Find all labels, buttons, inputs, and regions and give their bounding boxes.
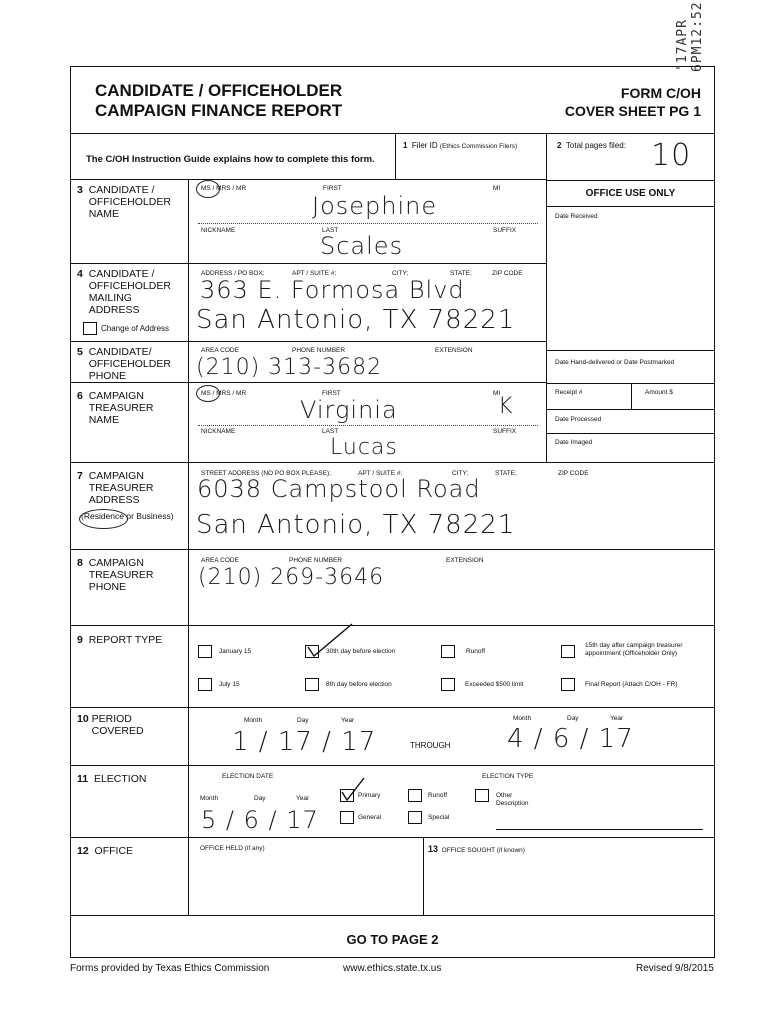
january15-checkbox[interactable] bbox=[198, 645, 212, 658]
period-to-value[interactable]: 4 / 6 / 17 bbox=[507, 724, 634, 754]
date-processed-label: Date Processed bbox=[555, 416, 602, 423]
salutation-circle bbox=[196, 180, 220, 198]
other-label: Other bbox=[496, 792, 513, 799]
to-year-label: Year bbox=[610, 715, 624, 722]
amount-label: Amount $ bbox=[645, 389, 673, 396]
election-day-label: Day bbox=[254, 795, 266, 802]
last-name-label: LAST bbox=[322, 227, 339, 234]
description-label: Description bbox=[496, 800, 529, 807]
treasurer-area-code-label: AREA CODE bbox=[201, 557, 239, 564]
treasurer-state-label: STATE; bbox=[495, 470, 517, 477]
section6-label: 6 CAMPAIGN TREASURER NAME bbox=[77, 390, 154, 426]
section9-label: 9 REPORT TYPE bbox=[77, 634, 163, 646]
treasurer-first-name[interactable]: Virginia bbox=[300, 396, 398, 424]
footer-center[interactable]: www.ethics.state.tx.us bbox=[343, 963, 442, 974]
treasurer-extension-label: EXTENSION bbox=[446, 557, 484, 564]
special-checkbox[interactable] bbox=[408, 811, 422, 824]
form-id: FORM C/OH COVER SHEET PG 1 bbox=[564, 85, 701, 119]
treasurer-suffix-label: SUFFIX bbox=[493, 428, 517, 435]
treasurer-address-line2[interactable]: San Antonio, TX 78221 bbox=[196, 510, 516, 540]
election-runoff-label: Runoff bbox=[428, 792, 448, 799]
election-date-label: ELECTION DATE bbox=[222, 773, 274, 780]
exceeded-checkbox[interactable] bbox=[441, 678, 455, 691]
exceeded-label: Exceeded $500 limit bbox=[465, 681, 524, 688]
treasurer-nickname-label: NICKNAME bbox=[201, 428, 236, 435]
date-received-label: Date Received bbox=[555, 213, 598, 220]
street-label: STREET ADDRESS (NO PO BOX PLEASE); bbox=[201, 470, 331, 477]
receipt-label: Receipt # bbox=[555, 389, 583, 396]
election-month-label: Month bbox=[200, 795, 219, 802]
instructions-text: The C/OH Instruction Guide explains how to complete this form. bbox=[86, 154, 375, 165]
footer-left: Forms provided by Texas Ethics Commission bbox=[70, 963, 270, 974]
to-month-label: Month bbox=[513, 715, 532, 722]
suffix-label: SUFFIX bbox=[493, 227, 517, 234]
candidate-address-line1[interactable]: 363 E. Formosa Blvd bbox=[200, 276, 465, 304]
treasurer-salutation-circle bbox=[196, 385, 220, 402]
section8-label: 8 CAMPAIGN TREASURER PHONE bbox=[77, 557, 154, 593]
from-day-label: Day bbox=[297, 717, 309, 724]
first-name-label: FIRST bbox=[323, 185, 342, 192]
treasurer-address-line1[interactable]: 6038 Campstool Road bbox=[197, 475, 481, 503]
january15-label: January 15 bbox=[219, 648, 252, 655]
section10-label: 10 PERIOD COVERED bbox=[77, 713, 144, 737]
day8-checkbox[interactable] bbox=[305, 678, 319, 691]
treasurer-phone[interactable]: (210) 269-3646 bbox=[198, 565, 385, 590]
change-of-address-label: Change of Address bbox=[101, 324, 170, 333]
treasurer-first-label: FIRST bbox=[322, 390, 341, 397]
section3-label: 3 CANDIDATE / OFFICEHOLDER NAME bbox=[77, 184, 171, 220]
nickname-label: NICKNAME bbox=[201, 227, 236, 234]
treasurer-last-label: LAST bbox=[322, 428, 339, 435]
extension-label: EXTENSION bbox=[435, 347, 473, 354]
candidate-last-name[interactable]: Scales bbox=[320, 232, 404, 260]
date-hand-delivered-label: Date Hand-delivered or Date Postmarked bbox=[555, 359, 675, 366]
treasurer-apt-label: APT / SUITE #; bbox=[358, 470, 403, 477]
apt-label: APT / SUITE #; bbox=[292, 270, 337, 277]
received-stamp: '17APR 6PM12:52 bbox=[675, 1, 705, 72]
treasurer-zip-label: ZIP CODE bbox=[558, 470, 589, 477]
filer-id-label: 1 Filer ID (Ethics Commission Filers) bbox=[403, 141, 518, 150]
candidate-first-name[interactable]: Josephine bbox=[312, 192, 438, 220]
footer-right: Revised 9/8/2015 bbox=[636, 963, 714, 974]
section11-label: 11 ELECTION bbox=[77, 773, 147, 785]
salutation-label: MS / MRS / MR bbox=[201, 185, 247, 192]
final-report-checkbox[interactable] bbox=[561, 678, 575, 691]
from-month-label: Month bbox=[244, 717, 263, 724]
other-checkbox[interactable] bbox=[475, 789, 489, 802]
section5-label: 5 CANDIDATE/ OFFICEHOLDER PHONE bbox=[77, 346, 171, 382]
treasurer-mi[interactable]: K bbox=[498, 394, 514, 419]
office-sought-label: 13 OFFICE SOUGHT (if known) bbox=[428, 844, 525, 854]
address-label: ADDRESS / PO BOX; bbox=[201, 270, 265, 277]
period-from-value[interactable]: 1 / 17 / 17 bbox=[232, 727, 377, 757]
state-label: STATE; bbox=[450, 270, 472, 277]
general-checkbox[interactable] bbox=[340, 811, 354, 824]
office-held-label: OFFICE HELD (if any) bbox=[200, 845, 265, 852]
general-label: General bbox=[358, 814, 382, 821]
area-code-label: AREA CODE bbox=[201, 347, 239, 354]
day15-checkbox[interactable] bbox=[561, 645, 575, 658]
city-label: CITY; bbox=[392, 270, 409, 277]
office-use-title: OFFICE USE ONLY bbox=[585, 188, 676, 199]
treasurer-city-label: CITY; bbox=[452, 470, 469, 477]
mi-label: MI bbox=[493, 185, 501, 192]
primary-checkmark bbox=[338, 776, 368, 804]
total-pages-label: 2 Total pages filed: bbox=[557, 141, 626, 150]
election-runoff-checkbox[interactable] bbox=[408, 789, 422, 802]
section12-label: 12 OFFICE bbox=[77, 845, 134, 857]
treasurer-mi-label: MI bbox=[493, 390, 501, 397]
candidate-address-line2[interactable]: San Antonio, TX 78221 bbox=[196, 305, 516, 335]
candidate-phone[interactable]: (210) 313-3682 bbox=[196, 355, 383, 380]
election-year-label: Year bbox=[296, 795, 310, 802]
through-label: THROUGH bbox=[410, 741, 451, 750]
go-to-page-2: GO TO PAGE 2 bbox=[346, 932, 439, 947]
day30-label: 30th day before election bbox=[326, 648, 396, 655]
day15-label: 15th day after campaign treasurer appointment (Officeholder Only) bbox=[585, 642, 683, 657]
july15-label: July 15 bbox=[219, 681, 240, 688]
form-title: CANDIDATE / OFFICEHOLDER CAMPAIGN FINANCE REPORT bbox=[95, 81, 343, 120]
change-of-address-checkbox[interactable] bbox=[83, 322, 97, 335]
treasurer-phone-label: PHONE NUMBER bbox=[289, 557, 343, 564]
election-type-label: ELECTION TYPE bbox=[482, 773, 534, 780]
election-date-value[interactable]: 5 / 6 / 17 bbox=[201, 806, 319, 834]
day8-label: 8th day before election bbox=[326, 681, 392, 688]
phone-label: PHONE NUMBER bbox=[292, 347, 346, 354]
zip-label: ZIP CODE bbox=[492, 270, 523, 277]
runoff-label: Runoff bbox=[466, 648, 486, 655]
treasurer-salutation-label: MS / MRS / MR bbox=[201, 390, 247, 397]
primary-label: Primary bbox=[358, 792, 381, 799]
section7-label: 7 CAMPAIGN TREASURER ADDRESS (Residence or Business) bbox=[77, 470, 174, 521]
july15-checkbox[interactable] bbox=[198, 678, 212, 691]
treasurer-last-name[interactable]: Lucas bbox=[330, 435, 398, 460]
to-day-label: Day bbox=[567, 715, 579, 722]
section4-label: 4 CANDIDATE / OFFICEHOLDER MAILING ADDRESS bbox=[77, 268, 171, 316]
runoff-checkbox[interactable] bbox=[441, 645, 455, 658]
total-pages-value[interactable]: 10 bbox=[651, 138, 692, 173]
day30-checkmark bbox=[300, 622, 360, 662]
date-imaged-label: Date Imaged bbox=[555, 439, 593, 446]
residence-circle bbox=[79, 509, 128, 529]
from-year-label: Year bbox=[341, 717, 355, 724]
final-report-label: Final Report (Attach C/OH - FR) bbox=[585, 681, 678, 688]
special-label: Special bbox=[428, 814, 450, 821]
